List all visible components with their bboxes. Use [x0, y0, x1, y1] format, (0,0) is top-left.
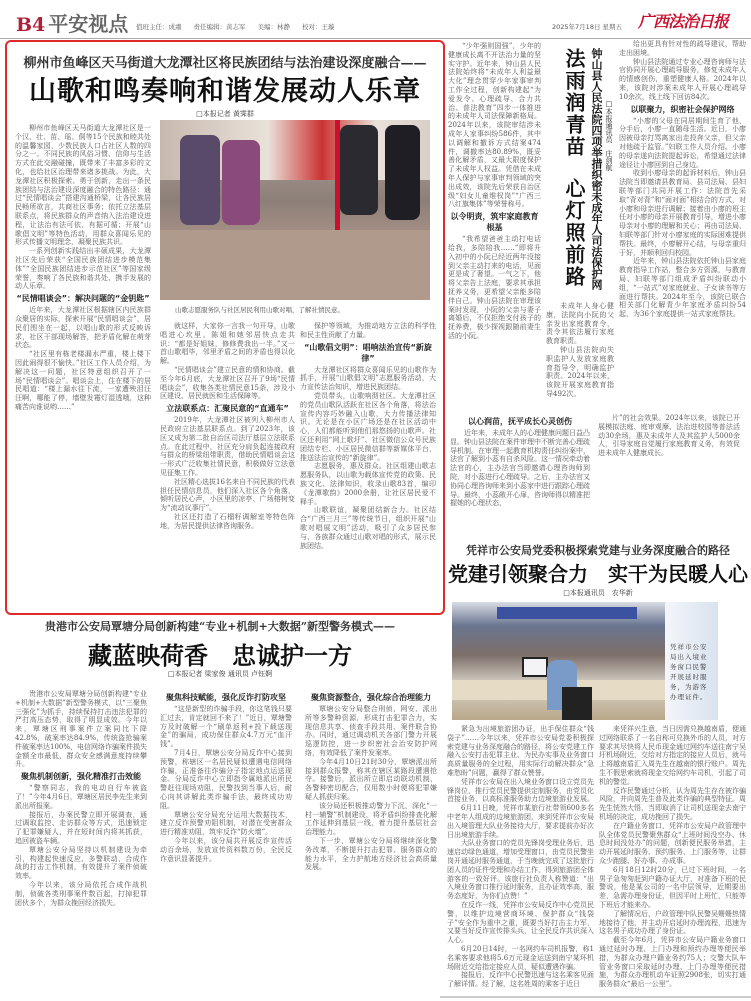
paragraph: “社区里有栋老楼漏水严重，楼上楼下因此闹得很不愉快。”社区工作人员介绍，为解决这一问题，社区特意组织召开了一场“民情唱谈会”。唱谈会上，住在楼下的居民唱道：“楼上漏水往下流，一家遭殃泪汪汪啊，哪能了停，墙壁发霉灯湿透哦，这种痛苦向谁说哟……”	[15, 350, 151, 411]
article4-headline: 藏蓝映荷香 忠诚护一方	[88, 641, 352, 670]
issue-date: 2025年7月18日 星期五	[552, 23, 623, 31]
paragraph: “民情唱谈会”建立民意的情和协商。截至今年6月底，大龙潭社区召开了9场“民情唱谈会”，收集各类社情民意15条，涉及小区建设、居民就医和生活保障等。	[160, 365, 295, 401]
article4-kicker: 贵港市公安局覃塘分局创新构建“专业+机制+大数据”新型警务模式——	[44, 620, 396, 633]
article1-headline: 山歌和鸣奏响和谐发展动人乐章	[29, 76, 421, 107]
article2-column-a	[448, 42, 541, 341]
subheading: 聚焦科技赋能，强化反诈打防攻坚	[166, 693, 286, 702]
article3-photo-caption: 凭祥市公安局出入境业务窗口民警开展延时服务，为游客办理证件。	[665, 602, 718, 720]
paragraph: “警察同志，我的电动自行车被盗了！”今年4月6日，覃塘区居民李先生来到派出所报案。	[15, 784, 147, 810]
paragraph: 来凭祥兴生意，当日因需兑换越南盾，便通过网络联系了一名自称可兑换外币的人员，对方要求其尽快将人民币现金通过网约车送往南宁吴圩机场附近，交给对方指定的接应人员后，就马上将越南盾汇入周先生在越南的银行账户。周先生不假思索就将现金交给网约车司机，引起了司机的警觉。	[599, 725, 746, 786]
paragraph: 覃塘公安分局充分运用大数据技术，建立反诈预警劝阻机制，对潜在受害群众进行精准劝阻，筑牢反诈“防火墙”。	[160, 810, 292, 837]
subheading: 以心润苗，抚平成长心灵创伤	[468, 417, 572, 426]
paragraph: 贵港市公安局覃塘分局创新构建“专业+机制+大数据”新型警务模式，以“三聚焦三强化”为抓手，持续保持打击违法犯罪的严打高压态势，取得了明显成效。今年以来，覃塘区刑事案件立案同比下降42.8%，破案率达84.9%，传统盗抢骗案件破案率达100%，电信网络诈骗案件损失金额全市最低，群众安全感满意度持续攀升。	[15, 690, 148, 769]
article2-subtitle: 钟山县人民法院四项举措织密未成年人司法保护网	[590, 48, 603, 290]
article4-byline: □本报记者 梁家俊 通讯员 卢钰婀	[167, 670, 273, 678]
paragraph: 今年4月10日21时30分，覃塘派出所接到群众报警，称其在辖区某路段遭遇抢夺。接警后，派出所立即启动联动机制，各警种密切配合，仅用数小时便将犯罪嫌疑人抓获归案。	[305, 757, 437, 801]
article1-column-1	[15, 124, 151, 412]
paragraph: 在户籍业务窗口，凭祥市公安局户政管理中队全体党员民警聚焦群众“上班时间没空办、休息时间没处办”的问题，创新便民服务举措，主动开展延时服务、预约服务、上门服务等，让群众少跑腿、好办事、办成事。	[599, 821, 746, 865]
subheading: 立法联系点：汇聚民意的“直通车”	[166, 404, 289, 414]
credit: 校对：王璇	[302, 23, 335, 31]
paragraph: 给出更具有针对性的疏导建议，帮助走出困境。	[619, 40, 746, 57]
headline-part: 心灯照前路	[562, 178, 586, 288]
paragraph: 柳州市鱼峰区天马街道大龙潭社区是一个汉、壮、苗、瑶、侗等15个民族和睦共处的温馨家园，少数民族人口占社区人数的四分之一。不同民族的风俗习惯、信仰与生活方式在此交融碰撞，既带来了丰富多彩的文化，也给社区治理带来诸多挑战。为此，大龙潭社区积极探索、勇于创新，走出一条民族团结与法治建设深度融合的特色路径：通过“民情唱谈会”搭建沟通桥梁，让各民族居民畅所欲言，共商社区事务；依托立法基层联系点，将民族群众的声音纳入法治建设进程，让法治有法可依、有据可循；开展“山歌倡文明”等特色活动，用群众喜闻乐见的形式传播文明理念，凝聚民族共识。	[15, 124, 151, 247]
paragraph: 了解情况后，户政管理中队民警吴姗姗热情地接待了他，并主动开启延时办理流程，迅速为这名男子成功办理了身份证。	[599, 909, 746, 936]
paragraph: 下一步，覃塘公安分局将继续深化警务改革，不断提升打击犯罪、服务群众的能力水平，全力护航地方经济社会高质量发展。	[305, 836, 437, 872]
article3-photo	[452, 602, 665, 720]
paragraph: 今年以来，该分局共开展反诈宣传活动百余场，发放宣传资料数万份，全民反诈意识显著提升。	[160, 836, 292, 863]
article3-byline: □本报通讯员 农华新	[563, 589, 633, 597]
paragraph: 钟山县法院向失职监护人发放家庭教育指导令，明确监护职责。2024年以来，该院开展家庭教育指导492次。	[546, 345, 614, 398]
article4-column-2	[160, 690, 292, 863]
article1-photo	[160, 120, 430, 300]
paragraph: 在反诈一线，凭祥市公安局反诈中心党员民警，以维护边境营商环境、保护群众“钱袋子”安全作为重中之重，既要当好打击主力军，又要当好反诈宣传排头兵，让全民反诈共识深入人心。	[447, 900, 594, 945]
article1-kicker: 柳州市鱼峰区天马街道大龙潭社区将民族团结与法治建设深度融合——	[23, 56, 427, 71]
article2-column-b	[546, 302, 614, 399]
editor-credits	[136, 22, 347, 31]
paragraph: 社区精心选拔16名来自不同民族的代表担任民情信息员，他们深入社区各个角落，倾听居民心声，小区里的凉亭、广场榕树变为“流动议事厅”。	[160, 477, 295, 513]
paragraph: “我希望爸爸主动打电话给我，多陪陪我……”即将升入初中的小阮已经近两年没接到父亲主动打来的电话，见面更是成了奢望。一气之下，他将父亲告上法庭，要求其承担抚养义务，更希望父亲能多陪伴自己。钟山县法院在审理该案时发现，小阮的父亲与妻子离婚后，不仅拒绝支付孩子的抚养费，极少探视跟随前妻生活的小阮。	[448, 235, 541, 340]
credit: 值班主任：成肅	[136, 23, 182, 31]
paragraph: 一系列创新实践结出丰硕成果，大龙潭社区先后荣获“全国民族团结进步模范集体”“全国民族团结进步示范社区”等国家级荣誉，奏响了各民族和谐共处、携手发展的动人乐章。	[15, 247, 151, 291]
paragraph: 7月4日，覃塘公安分局反诈中心接到预警，称辖区一名居民疑似遭遇电信网络诈骗，正准备往诈骗分子指定地点运送现金。分局反诈中心立即指令属地派出所民警赶往现场劝阻，民警找到当事人后，耐心向其讲解此类诈骗手法，最终成功劝阻。	[160, 748, 292, 810]
article4-column-1	[15, 690, 147, 907]
paragraph: 近年来，钟山县法院依托钟山县家庭教育指导工作站，整合多方资源，与教育局、妇联等部门组成矛盾纠纷联动小组，“一站式”对家庭就业、子女读书等方面进行帮扶。2024年至今，该院已联合相关部门化解青少年家庭矛盾纠纷54起，为36个家庭提供一站式家庭帮扶。	[619, 257, 746, 319]
paragraph: 志愿服务，惠及群众。社区组建山歌志愿服务队，以山歌为载体宣传党的政策、民族文化、法律知识，收录山歌83首，编印《龙潭歌韵》2000余册，让社区居民爱不释手。	[300, 462, 436, 506]
credit: 美编：林静	[257, 23, 290, 31]
paragraph: 片”的社会效果。2024年以来，该院已开展模拟法庭、庭审观摩、法治进校园等普法活动30余场，惠及未成年人及其监护人5000余人，引导家庭自觉履行家庭教育义务，有效促进未成年人健康成长。	[598, 414, 740, 458]
article2-column-c	[619, 40, 746, 319]
paragraph: “少年强则国强”，少年的健康成长离不开法治力量的坚实守护。近年来，钟山县人民法院始终将“未成年人利益最大化”理念贯穿少年家事审判工作全过程，创新构建起“为爱发令、心理疏导、合力共治、普法教育”四步一体推进的未成年人司法保障新格局。2024年以来，该院审结涉未成年人家事纠纷586件，其中以调解和撤诉方式结案474件，调撤率达80.89%，既妥善化解矛盾，又最大限度保护了未成年人权益。凭借在未成年人保护与家事审判领域的突出成效，该院先后荣获自治区级“妇女儿童维权岗”“广西三八红旗集体”等荣誉称号。	[448, 42, 541, 209]
paragraph: 近年来，未成年人的心理健康问题日益凸显。钟山县法院在案件审理中不断完善心理疏导机制。在审理一起教育机构责任纠纷案中，法官了解到小蕊有自杀风险。这一情况牵动着法官的心，主办法官当即邀请心理咨询师到院，对小蕊进行心理疏导。之后，主办法官又协同心理咨询师来到小蕊家中进行跟踪心理疏导。最终，小蕊敞开心扉，咨询师得以精准把握她的心理状态，	[450, 429, 590, 508]
paragraph: 保护等领域，为推动地方立法的科学性和民主性贡献了力量。	[300, 322, 436, 339]
paragraph: 收到小廖母亲的起诉材料后，钟山县法院当即邀请县教育局、县司法局、县妇联等部门共同开展工作：法院首先采取“背对背”和“面对面”相结合的方式，对小廖和母亲进行调解；接着由小廖的班主任对小廖的母亲开展教育引导，增进小廖母亲对小廖的理解和关心；再由司法局、妇联等部门针对小廖家庭的实际困难提供帮扶。最终，小廖解开心结，与母亲重归于好，并顺利回归校园。	[619, 169, 746, 257]
section-name: 平安视点	[48, 12, 129, 36]
section-title	[16, 8, 128, 37]
paragraph: 该分局还积极推动警力下沉，深化“一村一辅警”机制建设，将矛盾纠纷排查化解工作延伸到基层一线，着力提升基层社会治理能力。	[305, 801, 437, 837]
paragraph: 近年来，大龙潭社区根据辖区内民族群众聚居的实际，探索开展“民情唱谈会”，居民们围坐在一起，以唱山歌的形式反映诉求，社区干部现场解答，把矛盾化解在萌芽状态。	[15, 306, 151, 350]
paragraph: 覃塘公安分局坚持以机制建设为牵引，构建起快速反应、多警联动、合成作战的打击工作机制，有效提升了案件侦破效率。	[15, 845, 147, 881]
header-divider	[0, 38, 751, 39]
paragraph: 山歌联谊，凝聚团结新合力。社区结合“广西三月三”等传统节日，组织开展“山歌对唱展文明”活动，吸引了众多居民参与，各族群众通过山歌对唱的形式，展示民族团结。	[300, 506, 436, 550]
paragraph: “小廖的父母在同居期间生育了他，分手后，小廖一直随母生活。近日，小廖因被母亲打骂离家出走投奔父亲，但父亲对他疏于监管。”妇联工作人员介绍。小廖的母亲遂向法院提起诉讼，希望通过法律途径让小廖回到自己身边。	[619, 116, 746, 169]
article2-headline	[560, 48, 589, 288]
paragraph: 接报后，办案民警立即开展调查，通过调取监控、走访群众等方式，迅速锁定了犯罪嫌疑人，并在短时间内将其抓获，追回被盗车辆。	[15, 810, 147, 845]
paragraph: 2019年，大龙潭社区被列入柳州市人民政府立法基层联系点。到了2023年，该区又成为第二批自治区司法厅基层立法联系点。在此过程中，社区充分肩负起连接政府与群众的桥梁纽带职责，借助民情唱谈会这一形式广泛收集社情民意，积极做好立法意见征集工作。	[160, 416, 295, 477]
article4-column-3	[305, 690, 437, 872]
paragraph: 反诈民警通过分析，认为周先生存在被诈骗风险，并向周先生普及此类诈骗的典型特征。周先生恍然大悟，当即取消了让司机送现金去南宁机场的决定，成功挽回了损失。	[599, 786, 746, 821]
article3-column-2	[599, 725, 746, 989]
paragraph: 社区还打造了石榴籽调解室等特色阵地，为居民提供法律咨询服务。	[160, 512, 295, 530]
paragraph: 覃塘公安分局整合刑侦、网安、派出所等多警种资源，形成打击犯罪合力，实现信息共享、侦查手段共用、案件联合协办。同时，通过调动机关各部门警力开展巡逻防控，进一步织密社会治安防护网络，有效降低了案件发案率。	[305, 705, 437, 757]
subheading: “山歌倡文明”：唱响法治宣传“新旋律”	[304, 342, 432, 363]
paragraph: 今年以来，该分局依托合成作战机制，侦破各类刑事案件数百起，打掉犯罪团伙多个，为群众挽回经济损失。	[15, 880, 147, 907]
headline-part: 法雨润青苗	[562, 48, 586, 158]
subheading: 以联聚力，织密社会保护网络	[630, 104, 735, 114]
subheading: “民情唱谈会”：解决问题的“金钥匙”	[16, 294, 150, 304]
paragraph: 紧急为出境旅游团办证，出手保住群众“钱袋子”……今年以来，凭祥市公安局党委积极探索党建与业务深度融合的路径，将公安党建工作融入公安打击犯罪主业、为民办实事及业务窗口高质量服务的全过程，用实际行动解决群众“急难愁盼”问题，赢得了群众赞誉。	[447, 725, 594, 777]
subheading: 聚焦资源整合，强化综合治理能力	[311, 693, 431, 702]
bottom-divider	[440, 996, 751, 998]
paragraph: 党员带头，山歌响彻社区。大龙潭社区的党员山歌队活跃在社区各个角落，将法治宣传内容巧妙融入山歌，大力传播法律知识。无论是在小区广场还是在社区活动中心，人们都能听到他们那悠扬的山歌声。社区还利用“网上歌圩”、社区微信公众号民族团结专栏、小区居民微信群等新媒体平台，推送法治宣传的“新旋律”。	[300, 391, 436, 462]
paragraph: 截至今年6月，凭祥市公安局户籍业务窗口通过延时办理、上门办理和预约办理等便民举措，为群众办理户籍业务约75人；交警大队车管业务窗口采取延时办理、上门办理等便民措施，为群众办理机动车证照2908张，切实打通服务群众“最后一公里”。	[599, 936, 746, 989]
article2-byline: □本报通讯员 庄剑航	[605, 100, 613, 171]
paragraph: “这是新型的诈骗手段，你这笔钱只要汇过去，肯定就回不来了！”近日，覃塘警方及时破解一个“刷单返利+投下载送现金”的骗局，成功保住群众4.7万元“血汗钱”。	[160, 705, 292, 749]
article1-column-2	[160, 322, 295, 531]
paragraph: 6月20日14时，一名网约车司机报警，称1名乘客要求他将5.6万元现金运送到南宁某环机场附近交给指定接应人员，疑似遭遇诈骗。	[447, 944, 594, 971]
article3-kicker: 凭祥市公安局党委积极探索党建与业务深度融合的路径	[466, 544, 730, 557]
article3-column-1	[447, 725, 594, 989]
paragraph: 大龙潭社区将群众喜闻乐见的山歌作为抓手，开展“山歌倡文明”志愿服务活动，大力宣传法治知识，增进民族团结。	[300, 365, 436, 392]
article3-headline: 党建引领聚合力 实干为民暖人心	[448, 562, 748, 586]
credit: 责任编辑：黄志军	[193, 23, 246, 31]
article1-photo-caption: 山歌志愿服务队与社区居民利用山歌对唱，了解社情民意。	[175, 306, 344, 314]
page-number: B4	[16, 14, 46, 36]
paragraph: 凭祥市公安局在出入境业务窗口设立党员先锋岗位，推行党员民警提供定制服务，由党员化首接业务，以高标准服务助力边境旅游业发展。	[447, 777, 594, 804]
paragraph: 大队业务窗口的党员先锋岗受理业务后，迅速启动绿色通道，增加受理窗口，由党员民警坐岗开通延时服务通道，于当晚就完成了这批旅行团人员的证件受理和办结工作，得到旅游团全体游客的一致好评。该旅行社负责人称赞道：“出入境业务窗口推行延时服务，且办证效率高，服务态度好，为你们点赞！”	[447, 839, 594, 901]
paragraph: 未成年人身心健康，法院向小阮的父亲发出家庭教育令，责令其依法履行家庭教育职责。	[546, 302, 614, 346]
paragraph: 6月11日晚，凭祥市某旅行社带领600多名中老年人组成的边境旅游团，来到凭祥市公安局出入境管理大队业务接待大厅，要求提前办好次日出境旅游手续。	[447, 804, 594, 839]
article2-column-e	[598, 414, 740, 458]
paragraph: 钟山县法院通过专业心理咨询师与法官协同开展心理疏导服务，修复未成年人的情感创伤，重塑健康人格。2024年以来，该院对涉案未成年人开展心理疏导10余次，线上线下回访84次。	[619, 57, 746, 101]
newspaper-logo: 广西法治日报	[638, 12, 729, 31]
paragraph: 就这样，大家你一言我一句开导，山歌唱进心坎里。陈姐和她邻居快点走共识：“都是好姐妹，修修费我出一半。”又一首山歌唱毕，邻里矛盾之间的矛盾也得以化解。	[160, 322, 295, 366]
paragraph: 6月18日12时20分，已过下班时间，一名男子急匆匆赶到户籍办证大厅，对准备下班的民警说，他是某公司的一名中层领导，近期要出差，急需办理身份证，但因平时上班忙，只能等下班后才能来办。	[599, 865, 746, 909]
subheading: 以令明责，筑牢家庭教育根基	[450, 212, 539, 233]
article1-byline: □本报记者 黄霁群	[196, 110, 254, 118]
article2-column-d	[450, 414, 590, 508]
paragraph: 接报后，反诈中心民警迅速与这名乘客见面了解详情。经了解，这名姓周的乘客于近日	[447, 971, 594, 989]
article1-column-3	[300, 322, 436, 550]
subheading: 聚焦机制创新，强化精准打击效能	[21, 772, 141, 782]
